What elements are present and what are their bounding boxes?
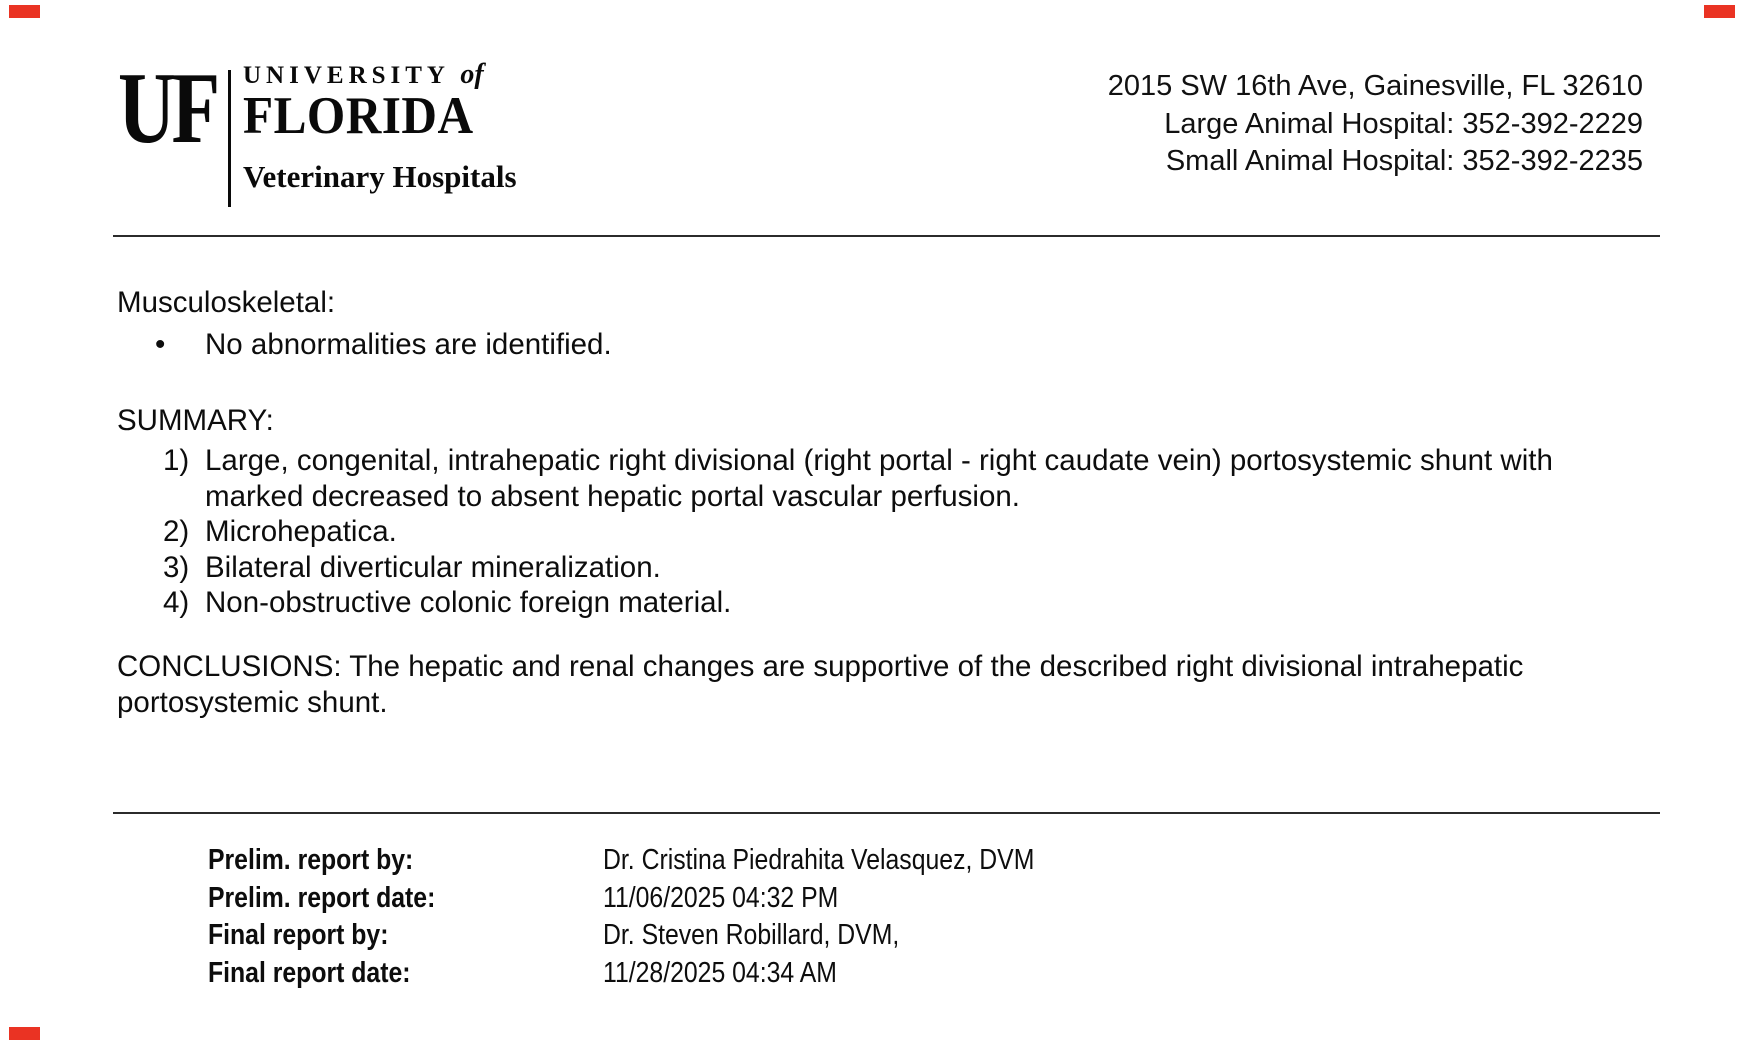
bullet-item [117,327,1635,363]
logo-divider [228,70,231,207]
university-word: UNIVERSITY [243,62,450,89]
uf-monogram: UF [118,52,217,165]
footer-rule [113,812,1660,814]
summary-item-text: Microhepatica. [205,515,397,548]
musculoskeletal-heading: Musculoskeletal: [117,286,336,319]
florida-word: FLORIDA [243,87,474,145]
logo-wordmark [243,60,517,193]
signoff-value: Dr. Steven Robillard, DVM, [603,919,900,951]
section-musculoskeletal [117,284,1635,363]
summary-item [117,514,1635,550]
small-animal-phone-line: Small Animal Hospital: 352-392-2235 [1165,145,1643,177]
summary-item-marker: 4) [163,586,190,619]
summary-item-marker: 1) [163,444,190,477]
summary-heading: SUMMARY: [117,404,274,437]
signoff-row [208,880,1099,918]
of-word: of [460,59,484,90]
large-animal-phone-line: Large Animal Hospital: 352-392-2229 [1164,107,1643,140]
signoff-row [208,955,1099,993]
signoff-label: Final report date: [208,956,411,989]
signoff-value: 11/28/2025 04:34 AM [603,956,837,989]
veterinary-hospitals-tagline: Veterinary Hospitals [243,159,517,194]
signoff-label: Prelim. report date: [208,881,436,914]
conclusions-paragraph: CONCLUSIONS: The hepatic and renal changes are supportive of the described right divisional intrahepatic portosystemic shunt. [117,650,1524,719]
redaction-mark-top-right [1704,5,1735,18]
signoff-value: 11/06/2025 04:32 PM [603,881,839,914]
signoff-label: Prelim. report by: [208,844,414,876]
section-summary [117,402,1635,621]
bullet-marker: • [155,328,166,361]
signoff-value: Dr. Cristina Piedrahita Velasquez, DVM [603,844,1035,876]
header-rule [113,235,1660,237]
signoff-row [208,917,1099,955]
summary-item-text: Large, congenital, intrahepatic right divisional (right portal - right caudate vein) portosystemic shunt with marked decreased to absent hepatic portal vascular perfusion. [205,444,1553,513]
signoff-block [208,842,1099,992]
redaction-mark-top-left [9,5,40,18]
summary-item-marker: 2) [163,515,190,548]
signoff-label: Final report by: [208,919,389,951]
summary-item [117,585,1635,621]
summary-item-marker: 3) [163,550,190,584]
bullet-item-text: No abnormalities are identified. [205,328,612,361]
redaction-mark-bottom-left [9,1027,40,1040]
summary-item-text: Bilateral diverticular mineralization. [205,550,661,584]
summary-item-text: Non-obstructive colonic foreign material. [205,586,732,619]
contact-block [1108,68,1643,181]
address-line: 2015 SW 16th Ave, Gainesville, FL 32610 [1107,70,1643,102]
summary-item [117,550,1635,586]
signoff-row [208,842,1099,880]
summary-item [117,443,1635,514]
